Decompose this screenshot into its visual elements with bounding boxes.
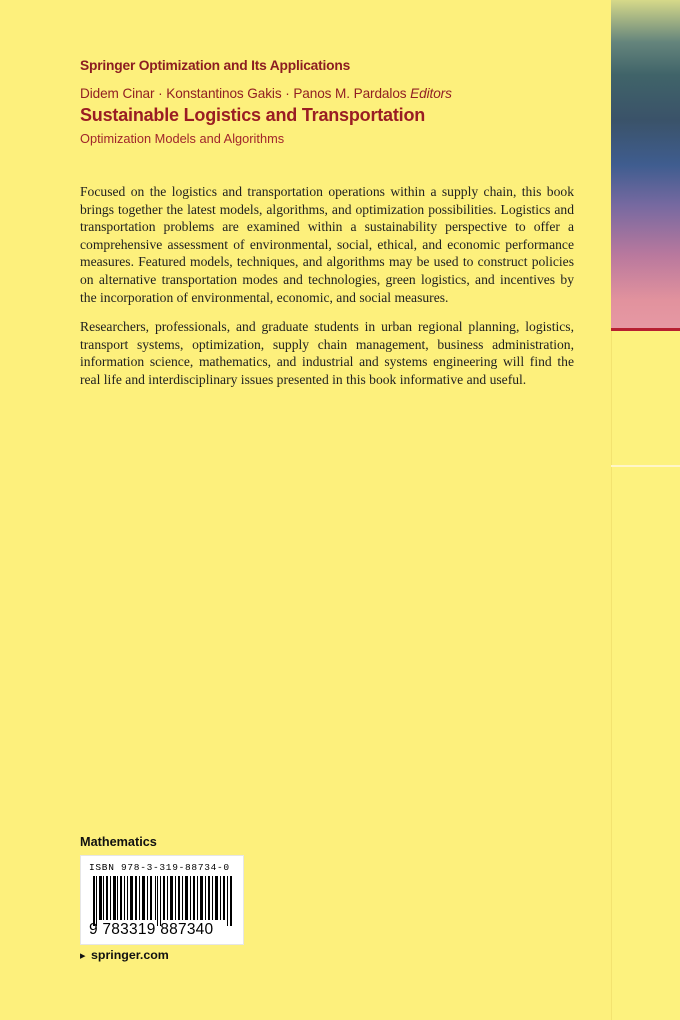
editor-names: Didem Cinar · Konstantinos Gakis · Panos M. Pardalos [80, 86, 407, 101]
isbn-number: ISBN 978-3-319-88734-0 [89, 862, 230, 873]
strip-red-divider [611, 328, 680, 331]
springer-url[interactable]: springer.com [90, 948, 169, 962]
description-paragraph-1: Focused on the logistics and transportation operations within a supply chain, this book brings together the latest models, algorithms, and optimization possibilities. Logistics and transportation problems are examined within a sustainability perspective to offer a comprehensive assessment of environmental, social, ethical, and economic performance measures. Featured models, techniques, and algorithms may be used to construct policies on alternative transportation modes and technologies, green logistics, and incentives by the incorporation of environmental, economic, and social measures. [80, 184, 574, 305]
barcode-digits: 9 783319 887340 [89, 921, 214, 938]
description-paragraph-2: Researchers, professionals, and graduate students in urban regional planning, logistics, transport systems, optimization, supply chain management, business administration, information science, mathematics, and industrial and systems engineering will find the real life and interdisciplinary issues presented in this book informative and useful. [80, 319, 574, 387]
subject-label: Mathematics [80, 835, 157, 849]
book-title: Sustainable Logistics and Transportation [80, 105, 426, 125]
gradient-image-strip [611, 0, 680, 330]
editors-role: Editors [410, 86, 452, 101]
book-description [80, 183, 574, 401]
series-title: Springer Optimization and Its Applications [80, 58, 351, 73]
springer-link[interactable] [80, 948, 169, 962]
editors-line [80, 86, 452, 101]
strip-light-divider [611, 465, 680, 467]
isbn-barcode [80, 855, 244, 945]
triangle-arrow-icon: ▸ [80, 950, 86, 962]
book-subtitle: Optimization Models and Algorithms [80, 131, 285, 146]
